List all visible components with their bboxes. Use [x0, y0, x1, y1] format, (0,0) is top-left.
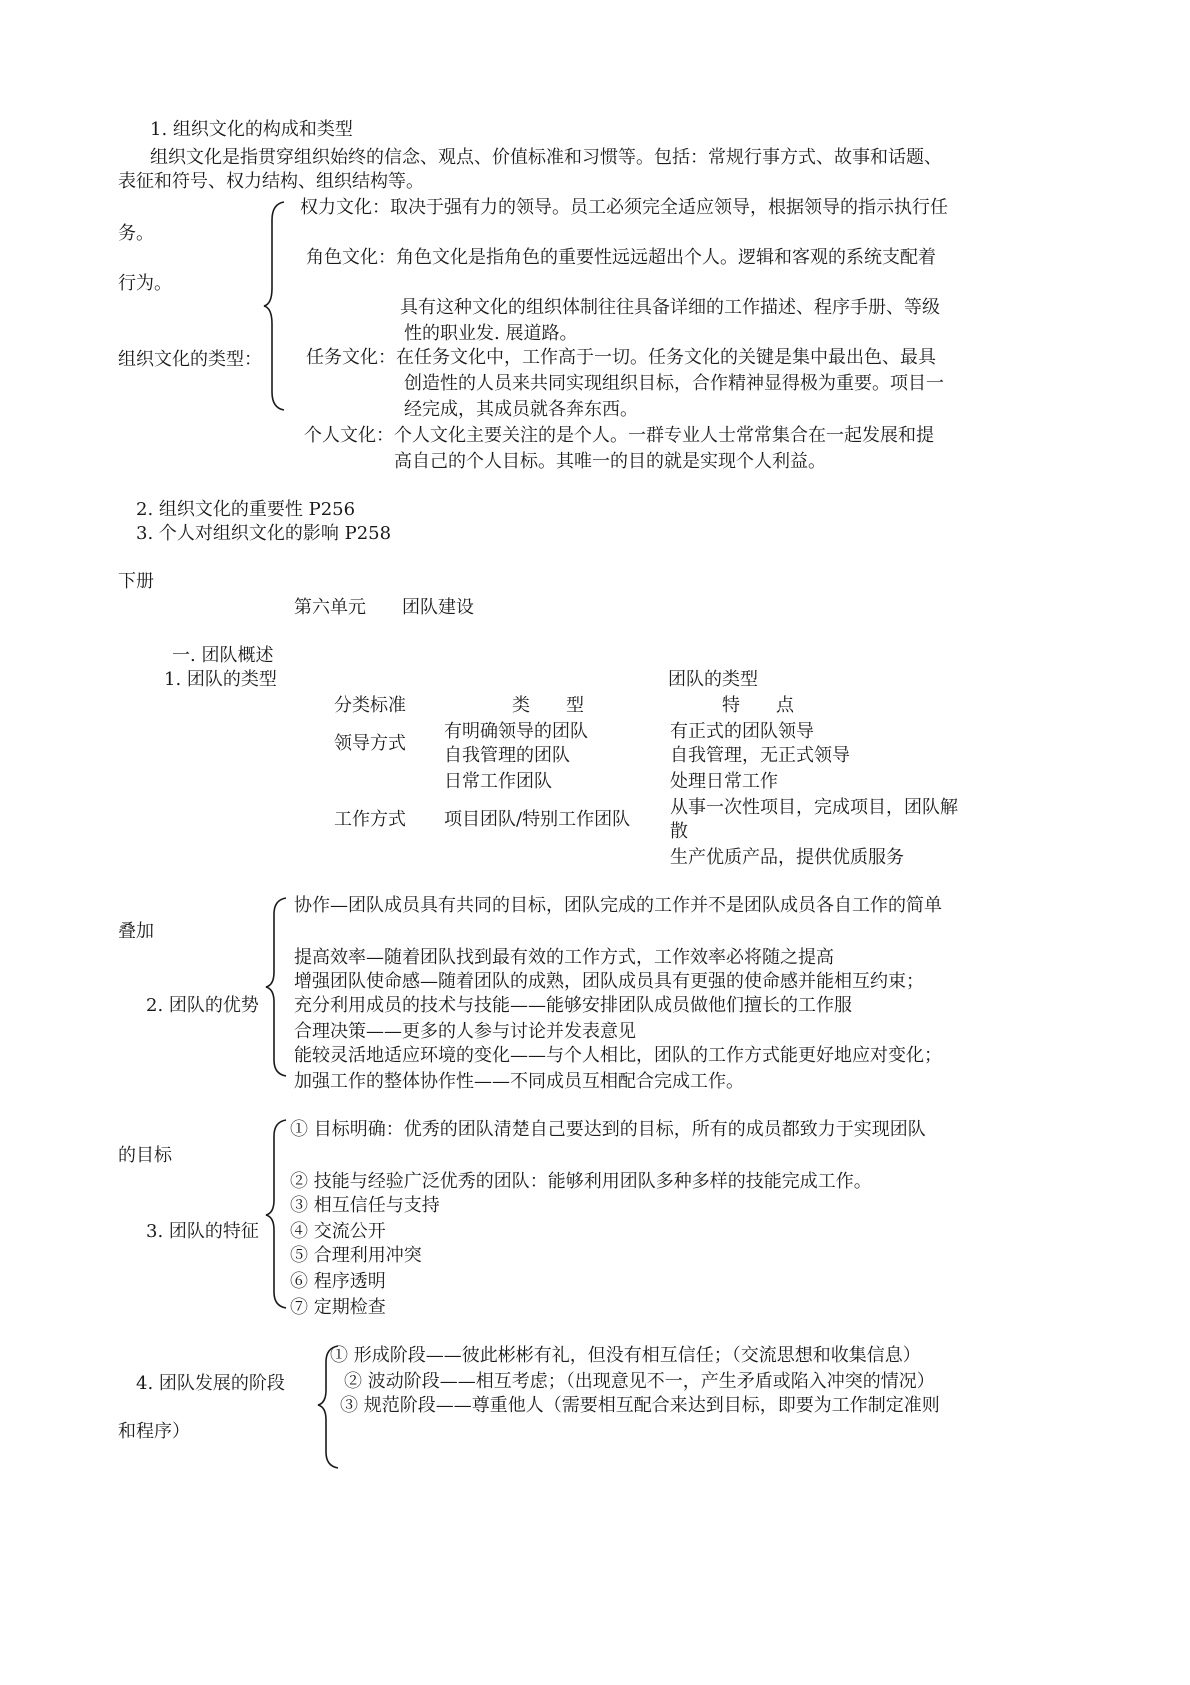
- advantage-item: 加强工作的整体协作性——不同成员互相配合完成工作。: [294, 1071, 744, 1092]
- unit-title: 第六单元 团队建设: [294, 597, 474, 618]
- feature-item: ⑥ 程序透明: [290, 1271, 386, 1292]
- table-cell-criterion: 工作方式: [334, 809, 406, 830]
- stage-item: ② 波动阶段——相互考虑；（出现意见不一，产生矛盾或陷入冲突的情况）: [344, 1371, 935, 1392]
- advantage-item: 叠加: [118, 921, 154, 942]
- advantage-item: 充分利用成员的技术与技能——能够安排团队成员做他们擅长的工作服: [294, 995, 852, 1016]
- advantage-item: 提高效率—随着团队找到最有效的工作方式，工作效率必将随之提高: [294, 947, 834, 968]
- table-cell-feature: 从事一次性项目，完成项目，团队解: [670, 797, 958, 818]
- culture-role-line: 性的职业发. 展道路。: [404, 323, 578, 344]
- advantage-item: 合理决策——更多的人参与讨论并发表意见: [294, 1021, 636, 1042]
- culture-task-line: 任务文化：在任务文化中，工作高于一切。任务文化的关键是集中最出色、最具: [306, 347, 936, 368]
- table-cell-feature: 有正式的团队领导: [670, 721, 814, 742]
- culture-role-line: 具有这种文化的组织体制往往具备详细的工作描述、程序手册、等级: [400, 297, 940, 318]
- advantages-label: 2. 团队的优势: [146, 995, 259, 1016]
- table-cell-feature: 处理日常工作: [670, 771, 778, 792]
- table-cell-type: 日常工作团队: [444, 771, 552, 792]
- table-cell-criterion: 领导方式: [334, 733, 406, 754]
- feature-item: ② 技能与经验广泛优秀的团队：能够利用团队多种多样的技能完成工作。: [290, 1171, 872, 1192]
- list-item: 2. 组织文化的重要性 P256: [136, 499, 356, 520]
- table-cell-feature: 生产优质产品，提供优质服务: [670, 847, 904, 868]
- feature-item: ⑤ 合理利用冲突: [290, 1245, 422, 1266]
- culture-power-line: 权力文化：取决于强有力的领导。员工必须完全适应领导，根据领导的指示执行任: [300, 197, 948, 218]
- table-cell-type: 有明确领导的团队: [444, 721, 588, 742]
- stages-label: 和程序）: [118, 1421, 190, 1442]
- advantage-item: 协作—团队成员具有共同的目标，团队完成的工作并不是团队成员各自工作的简单: [294, 895, 942, 916]
- table-cell-type: 项目团队/特别工作团队: [444, 809, 631, 830]
- table-header: 特 点: [722, 695, 794, 716]
- stage-item: ③ 规范阶段——尊重他人（需要相互配合来达到目标，即要为工作制定准则: [340, 1395, 940, 1416]
- culture-role-line: 行为。: [118, 273, 172, 294]
- culture-power-line: 务。: [118, 223, 154, 244]
- table-header: 类 型: [512, 695, 584, 716]
- culture-person-line: 高自己的个人目标。其唯一的目的就是实现个人利益。: [394, 451, 826, 472]
- paragraph-line: 组织文化是指贯穿组织始终的信念、观点、价值标准和习惯等。包括：常规行事方式、故事和话题、: [150, 147, 942, 168]
- paragraph-line: 表征和符号、权力结构、组织结构等。: [118, 171, 424, 192]
- table-cell-type: 自我管理的团队: [444, 745, 570, 766]
- list-item: 3. 个人对组织文化的影响 P258: [136, 523, 392, 544]
- table-caption: 团队的类型: [668, 669, 758, 690]
- stage-item: ① 形成阶段——彼此彬彬有礼，但没有相互信任；（交流思想和收集信息）: [330, 1345, 921, 1366]
- section-heading: 1. 组织文化的构成和类型: [150, 119, 353, 140]
- culture-task-line: 经完成，其成员就各奔东西。: [404, 399, 638, 420]
- feature-item: 的目标: [118, 1145, 172, 1166]
- advantage-item: 增强团队使命感—随着团队的成熟，团队成员具有更强的使命感并能相互约束；: [294, 971, 924, 992]
- culture-role-line: 角色文化：角色文化是指角色的重要性远远超出个人。逻辑和客观的系统支配着: [306, 247, 936, 268]
- volume-label: 下册: [118, 571, 154, 592]
- feature-item: ① 目标明确：优秀的团队清楚自己要达到的目标，所有的成员都致力于实现团队: [290, 1119, 926, 1140]
- table-cell-feature: 散: [670, 821, 688, 842]
- table-header: 分类标准: [334, 695, 406, 716]
- feature-item: ③ 相互信任与支持: [290, 1195, 440, 1216]
- brace-culture-types: [262, 200, 292, 412]
- culture-person-line: 个人文化：个人文化主要关注的是个人。一群专业人士常常集合在一起发展和提: [304, 425, 934, 446]
- feature-item: ④ 交流公开: [290, 1221, 386, 1242]
- culture-types-label: 组织文化的类型：: [118, 349, 262, 370]
- table-cell-feature: 自我管理，无正式领导: [670, 745, 850, 766]
- brace-advantages: [264, 896, 294, 1078]
- culture-task-line: 创造性的人员来共同实现组织目标，合作精神显得极为重要。项目一: [404, 373, 944, 394]
- section-heading: 一. 团队概述: [172, 645, 274, 666]
- stages-label: 4. 团队发展的阶段: [136, 1373, 285, 1394]
- feature-item: ⑦ 定期检查: [290, 1297, 386, 1318]
- team-types-heading: 1. 团队的类型: [164, 669, 277, 690]
- features-label: 3. 团队的特征: [146, 1221, 259, 1242]
- advantage-item: 能较灵活地适应环境的变化——与个人相比，团队的工作方式能更好地应对变化；: [294, 1045, 942, 1066]
